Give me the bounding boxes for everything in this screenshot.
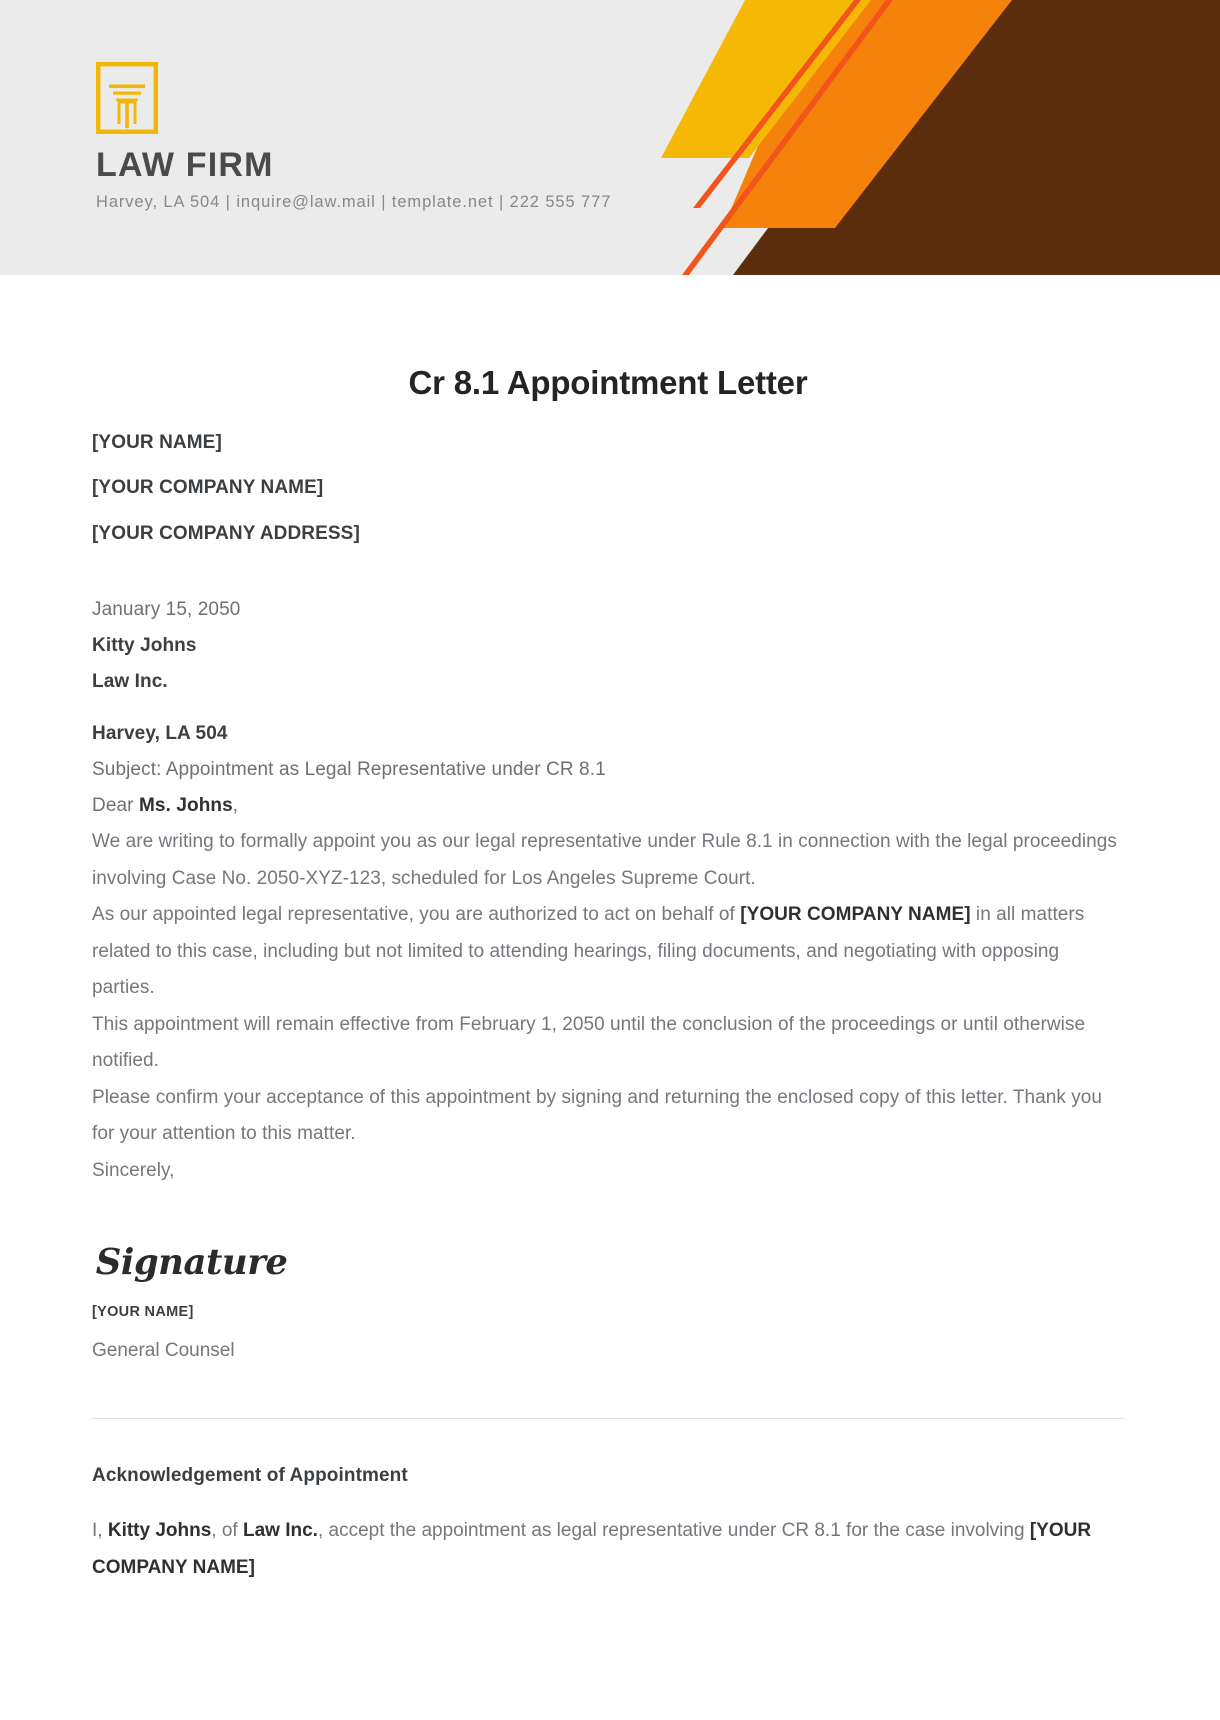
section-divider	[92, 1418, 1124, 1419]
recipient-name: Kitty Johns	[92, 634, 197, 656]
signer-title: General Counsel	[92, 1339, 235, 1361]
ack-text-c: , accept the appointment as legal representative under CR 8.1 for the case involving	[317, 1520, 1030, 1542]
brand-block	[96, 62, 736, 213]
acknowledgement-heading: Acknowledgement of Appointment	[92, 1465, 408, 1487]
ack-company-name: Law Inc.	[242, 1520, 318, 1542]
document-title: Cr 8.1 Appointment Letter	[408, 364, 808, 401]
salutation	[92, 788, 1124, 824]
brand-name: LAW FIRM	[96, 146, 274, 184]
salutation-name: Ms. Johns	[138, 795, 233, 817]
letter-date: January 15, 2050	[92, 598, 241, 620]
handwritten-signature-icon	[92, 1233, 372, 1289]
ack-person-name: Kitty Johns	[107, 1520, 212, 1542]
sender-company-placeholder: [YOUR COMPANY NAME]	[92, 477, 324, 499]
closing-line: Sincerely,	[92, 1159, 175, 1181]
paragraph-3: This appointment will remain effective from February 1, 2050 until the conclusion of the proceedings or until otherwise notified.	[92, 1013, 1086, 1072]
signer-name-placeholder: [YOUR NAME]	[92, 1304, 194, 1321]
signature-script-text: Signature	[95, 1242, 288, 1284]
signature-block	[92, 1233, 1124, 1366]
letter-content	[0, 363, 1220, 1586]
paragraph-2-text-b: in all matters related to this case, including but not limited to attending hearings, filing documents, and negotiating with opposing parties.	[92, 904, 1085, 999]
ack-company-placeholder: [YOUR COMPANY NAME]	[92, 1520, 1092, 1578]
recipient-address: Harvey, LA 504	[92, 723, 228, 745]
date-recipient-block	[92, 592, 1124, 825]
paragraph-2-text-a: As our appointed legal representative, you are authorized to act on behalf of	[92, 904, 741, 926]
recipient-company: Law Inc.	[92, 671, 168, 693]
subject-line: Subject: Appointment as Legal Representative under CR 8.1	[92, 759, 606, 781]
spacer	[92, 700, 1124, 716]
sender-placeholder-block	[92, 431, 1124, 546]
sender-address-placeholder: [YOUR COMPANY ADDRESS]	[92, 523, 360, 545]
salutation-suffix: ,	[232, 795, 239, 817]
paragraph-2-company-placeholder: [YOUR COMPANY NAME]	[740, 904, 971, 926]
paragraph-4: Please confirm your acceptance of this appointment by signing and returning the enclosed copy of this letter. Thank you for your attention to this matter.	[92, 1086, 1103, 1145]
ack-text-b: , of	[211, 1520, 243, 1542]
ack-text-a: I,	[92, 1520, 108, 1542]
paragraph-1: We are writing to formally appoint you as our legal representative under Rule 8.1 in connection with the legal proceedings involving Case No. 2050-XYZ-123, scheduled for Los Angeles Supreme Court.	[92, 831, 1117, 889]
sender-name-placeholder: [YOUR NAME]	[92, 431, 222, 453]
acknowledgement-section	[92, 1465, 1124, 1586]
letterhead	[0, 0, 1220, 275]
acknowledgement-paragraph	[92, 1513, 1124, 1586]
letter-body	[92, 824, 1124, 1189]
brand-contact-line: Harvey, LA 504 | inquire@law.mail | template.net | 222 555 777	[96, 193, 612, 211]
salutation-prefix: Dear	[92, 795, 139, 817]
law-pillar-icon	[96, 62, 158, 134]
paragraph-2	[92, 897, 1124, 1006]
